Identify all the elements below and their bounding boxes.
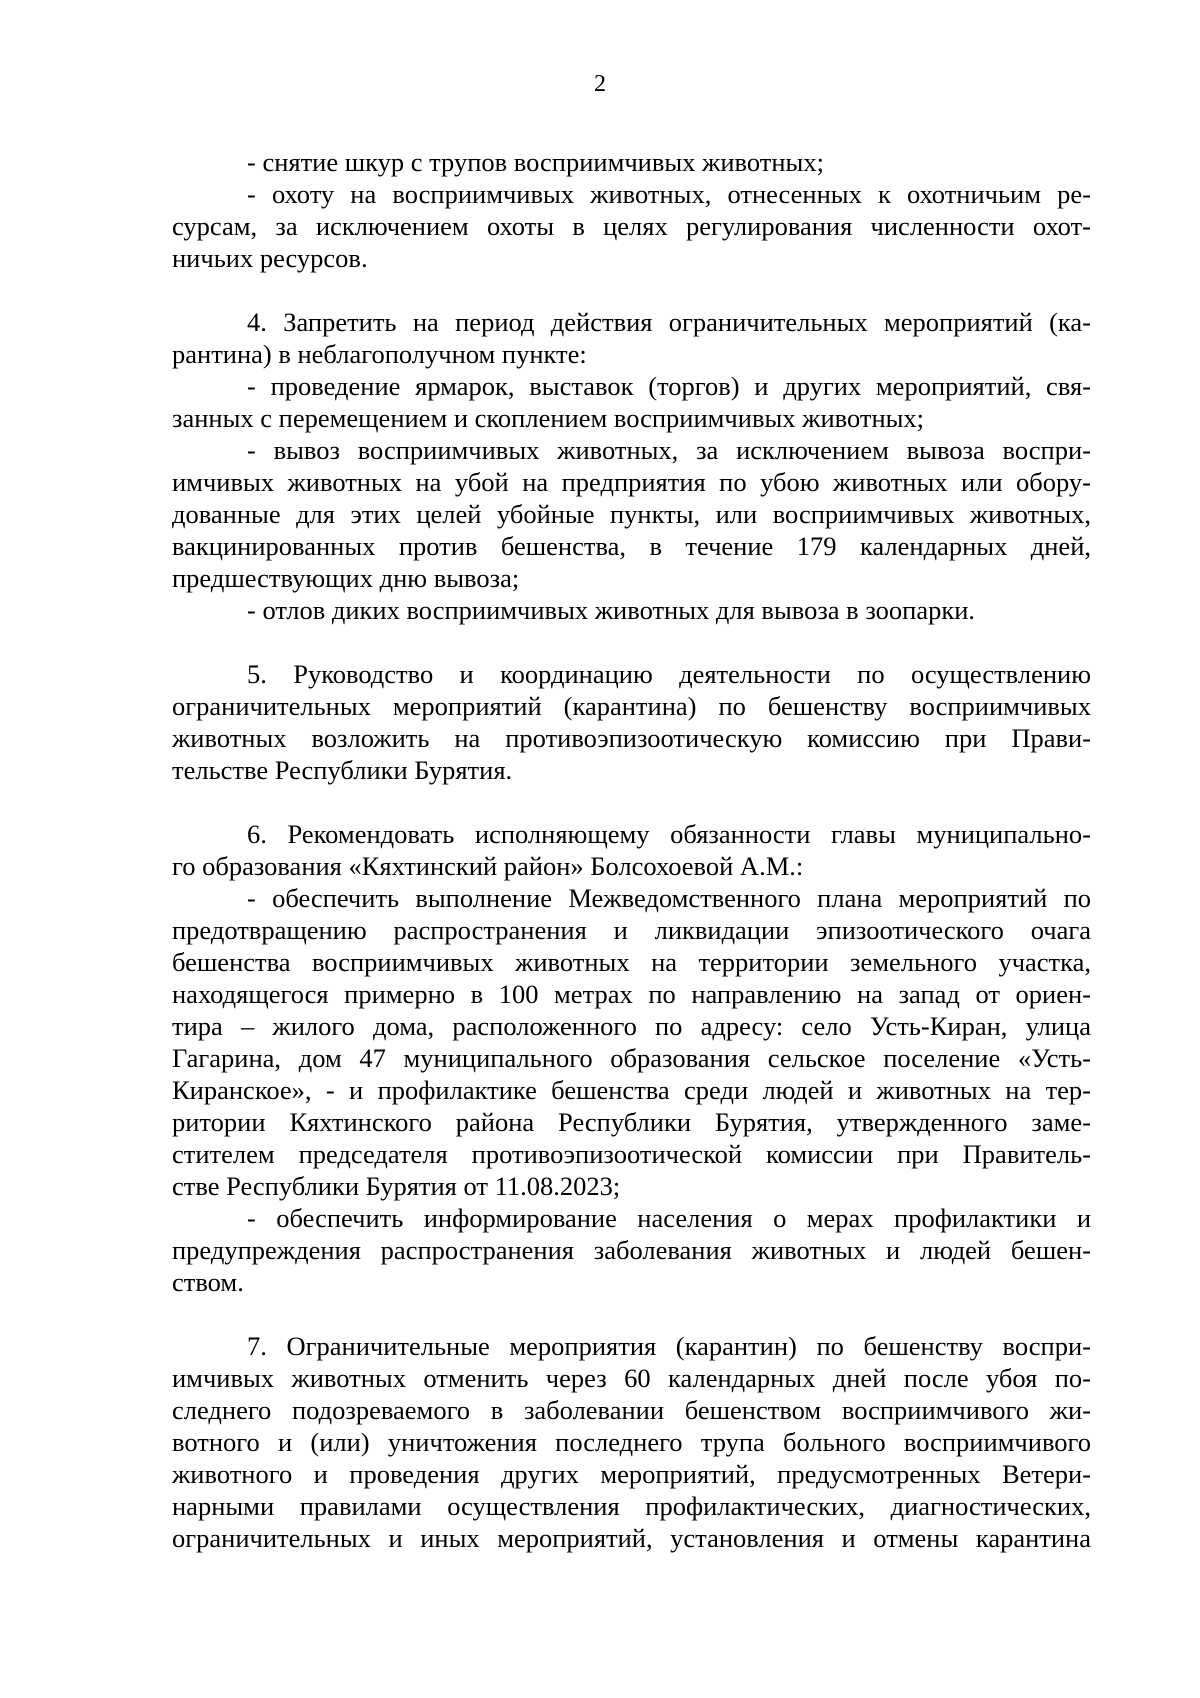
text-line: имчивых животных на убой на предприятия по убою животных или обору- (172, 467, 1091, 497)
text-line: животных возложить на противоэпизоотическую комиссию при Прави- (172, 723, 1091, 753)
text-line: Киранское», - и профилактике бешенства среди людей и животных на тер- (172, 1075, 1091, 1105)
page-number: 2 (594, 71, 606, 97)
paragraph-gap (172, 786, 1091, 818)
text-line: вакцинированных против бешенства, в течение 179 календарных дней, (172, 531, 1091, 561)
text-line: предшествующих дню вывоза; (172, 563, 520, 593)
text-line: имчивых животных отменить через 60 календарных дней после убоя по- (172, 1363, 1091, 1393)
text-line: находящегося примерно в 100 метрах по направлению на запад от ориен- (172, 979, 1091, 1009)
text-line: нарными правилами осуществления профилактических, диагностических, (172, 1491, 1091, 1521)
text-line: занных с перемещением и скоплением восприимчивых животных; (172, 403, 925, 433)
text-line: предотвращению распространения и ликвидации эпизоотического очага (172, 915, 1091, 945)
text-line: - обеспечить информирование населения о мерах профилактики и (247, 1203, 1091, 1233)
text-line: тира – жилого дома, расположенного по адресу: село Усть-Киран, улица (172, 1011, 1091, 1041)
document-body (172, 146, 1091, 1554)
text-line: го образования «Кяхтинский район» Болсохоевой А.М.: (172, 851, 804, 881)
text-line: ничьих ресурсов. (172, 243, 368, 273)
text-line: ритории Кяхтинского района Республики Бурятия, утвержденного заме- (172, 1107, 1091, 1137)
paragraph-gap (172, 1298, 1091, 1330)
text-line: - отлов диких восприимчивых животных для вывоза в зоопарки. (247, 595, 976, 625)
text-line: предупреждения распространения заболевания животных и людей бешен- (172, 1235, 1091, 1265)
text-line: Гагарина, дом 47 муниципального образования сельское поселение «Усть- (172, 1043, 1091, 1073)
text-line: бешенства восприимчивых животных на территории земельного участка, (172, 947, 1091, 977)
text-line: стителем председателя противоэпизоотической комиссии при Правитель- (172, 1139, 1091, 1169)
text-line: - проведение ярмарок, выставок (торгов) и других мероприятий, свя- (247, 371, 1091, 401)
text-line: - вывоз восприимчивых животных, за исключением вывоза воспри- (247, 435, 1091, 465)
paragraph-gap (172, 274, 1091, 306)
text-line: тельстве Республики Бурятия. (172, 755, 513, 785)
text-line: - охоту на восприимчивых животных, отнесенных к охотничьим ре- (247, 179, 1091, 209)
text-line: - снятие шкур с трупов восприимчивых животных; (247, 147, 824, 177)
text-line: 6. Рекомендовать исполняющему обязанности главы муниципально- (247, 819, 1091, 849)
text-line: 7. Ограничительные мероприятия (карантин) по бешенству воспри- (247, 1331, 1091, 1361)
text-line: рантина) в неблагополучном пункте: (172, 339, 587, 369)
text-line: ограничительных мероприятий (карантина) по бешенству восприимчивых (172, 691, 1091, 721)
text-line: животного и проведения других мероприятий, предусмотренных Ветери- (172, 1459, 1091, 1489)
text-line: следнего подозреваемого в заболевании бешенством восприимчивого жи- (172, 1395, 1091, 1425)
text-line: - обеспечить выполнение Межведомственного плана мероприятий по (247, 883, 1091, 913)
text-line: 4. Запретить на период действия ограничительных мероприятий (ка- (247, 307, 1091, 337)
paragraph-gap (172, 626, 1091, 658)
text-line: стве Республики Бурятия от 11.08.2023; (172, 1171, 621, 1201)
text-line: ограничительных и иных мероприятий, установления и отмены карантина (172, 1523, 1091, 1553)
text-line: ством. (172, 1267, 244, 1297)
text-line: 5. Руководство и координацию деятельности по осуществлению (247, 659, 1091, 689)
text-line: сурсам, за исключением охоты в целях регулирования численности охот- (172, 211, 1091, 241)
text-line: вотного и (или) уничтожения последнего трупа больного восприимчивого (172, 1427, 1091, 1457)
text-line: дованные для этих целей убойные пункты, или восприимчивых животных, (172, 499, 1091, 529)
